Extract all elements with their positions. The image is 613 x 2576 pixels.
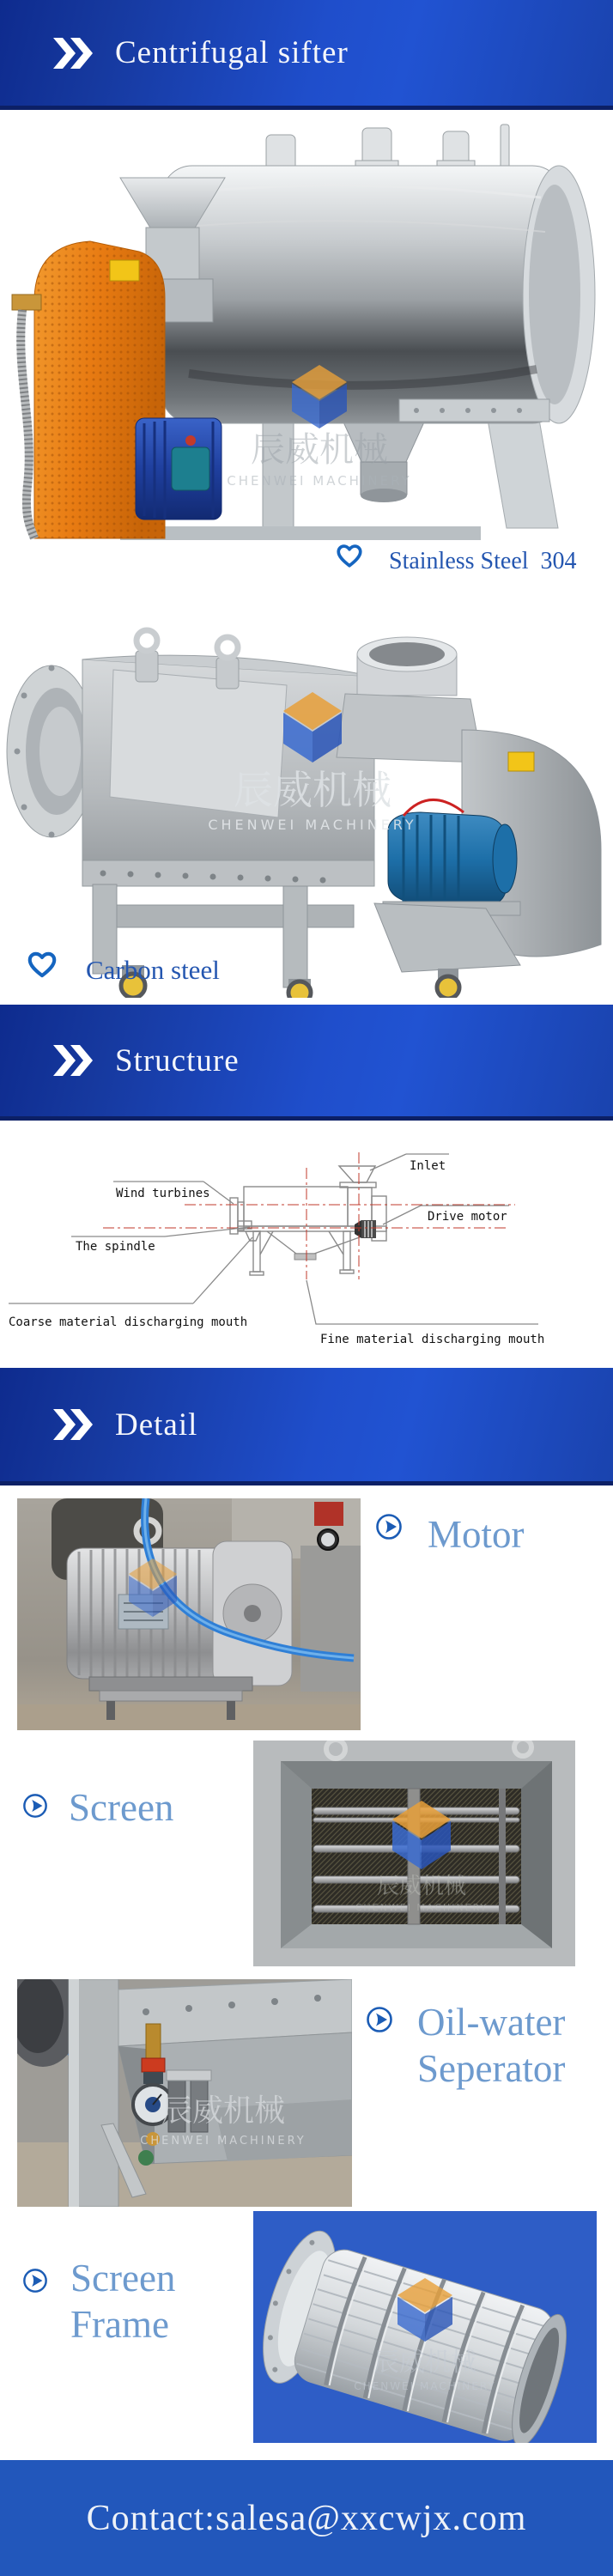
header-bar: [0, 0, 613, 110]
detail-label-oil-water-line2: Seperator: [417, 2047, 566, 2090]
detail-label-frame-line2: Frame: [70, 2303, 169, 2346]
carbon-steel-machine-photo: [0, 601, 613, 998]
detail-bar: [0, 1368, 613, 1485]
detail-label-oil-water-line1: Oil-water: [417, 2001, 566, 2044]
double-chevron-icon: [53, 1409, 93, 1440]
detail-label-screen: Screen: [69, 1786, 174, 1829]
structure-title: Structure: [115, 1042, 240, 1078]
double-chevron-icon: [53, 1045, 93, 1076]
watermark-cn: 辰威机械: [251, 430, 388, 470]
watermark-cn: 辰威机械: [376, 1874, 467, 1899]
warning-sticker: [110, 260, 139, 281]
watermark-cn: 辰威机械: [373, 2348, 476, 2378]
arrow-bullet-icon: [366, 2006, 393, 2033]
double-chevron-icon: [53, 38, 93, 69]
carbon-steel-label: Carbon steel: [86, 955, 220, 985]
heart-icon: [335, 541, 364, 570]
diagram-label-wind-turbines: Wind turbines: [116, 1187, 210, 1200]
page-title: Centrifugal sifter: [115, 35, 349, 70]
diagram-label-fine: Fine material discharging mouth: [320, 1333, 545, 1346]
structure-diagram: [0, 1121, 613, 1365]
arrow-bullet-icon: [22, 2268, 48, 2293]
warning-sticker: [508, 752, 534, 771]
oil-water-separator-photo: [17, 1979, 352, 2207]
watermark-en: CHENWEI MACHINERY: [227, 473, 412, 489]
detail-title: Detail: [115, 1406, 198, 1443]
screen-frame-photo: [253, 2211, 597, 2443]
diagram-label-coarse: Coarse material discharging mouth: [9, 1315, 248, 1329]
watermark-en: CHENWEI MACHINERY: [355, 1902, 489, 1913]
diagram-label-inlet: Inlet: [410, 1159, 446, 1173]
watermark-en: CHENWEI MACHINERY: [208, 817, 417, 833]
diagram-label-drive-motor: Drive motor: [428, 1210, 507, 1224]
arrow-bullet-icon: [22, 1793, 48, 1819]
motor-photo: [17, 1498, 361, 1730]
contact-bar: [0, 2460, 613, 2576]
watermark-cn: 辰威机械: [234, 767, 391, 813]
watermark-cn: 辰威机械: [161, 2093, 286, 2129]
contact-email: Contact:salesa@xxcwjx.com: [86, 2498, 527, 2538]
diagram-label-spindle: The spindle: [76, 1240, 155, 1254]
stainless-machine-photo: [9, 116, 604, 550]
detail-label-motor: Motor: [428, 1513, 525, 1556]
stainless-steel-label: Stainless Steel 304: [389, 548, 577, 574]
heart-icon: [26, 948, 58, 981]
arrow-bullet-icon: [375, 1513, 403, 1540]
screen-photo: [253, 1741, 575, 1966]
detail-label-frame-line1: Screen: [70, 2257, 176, 2300]
watermark-en: CHENWEI MACHINERY: [354, 2380, 496, 2392]
watermark-en: CHENWEI MACHINERY: [140, 2135, 306, 2148]
structure-bar: [0, 1005, 613, 1121]
